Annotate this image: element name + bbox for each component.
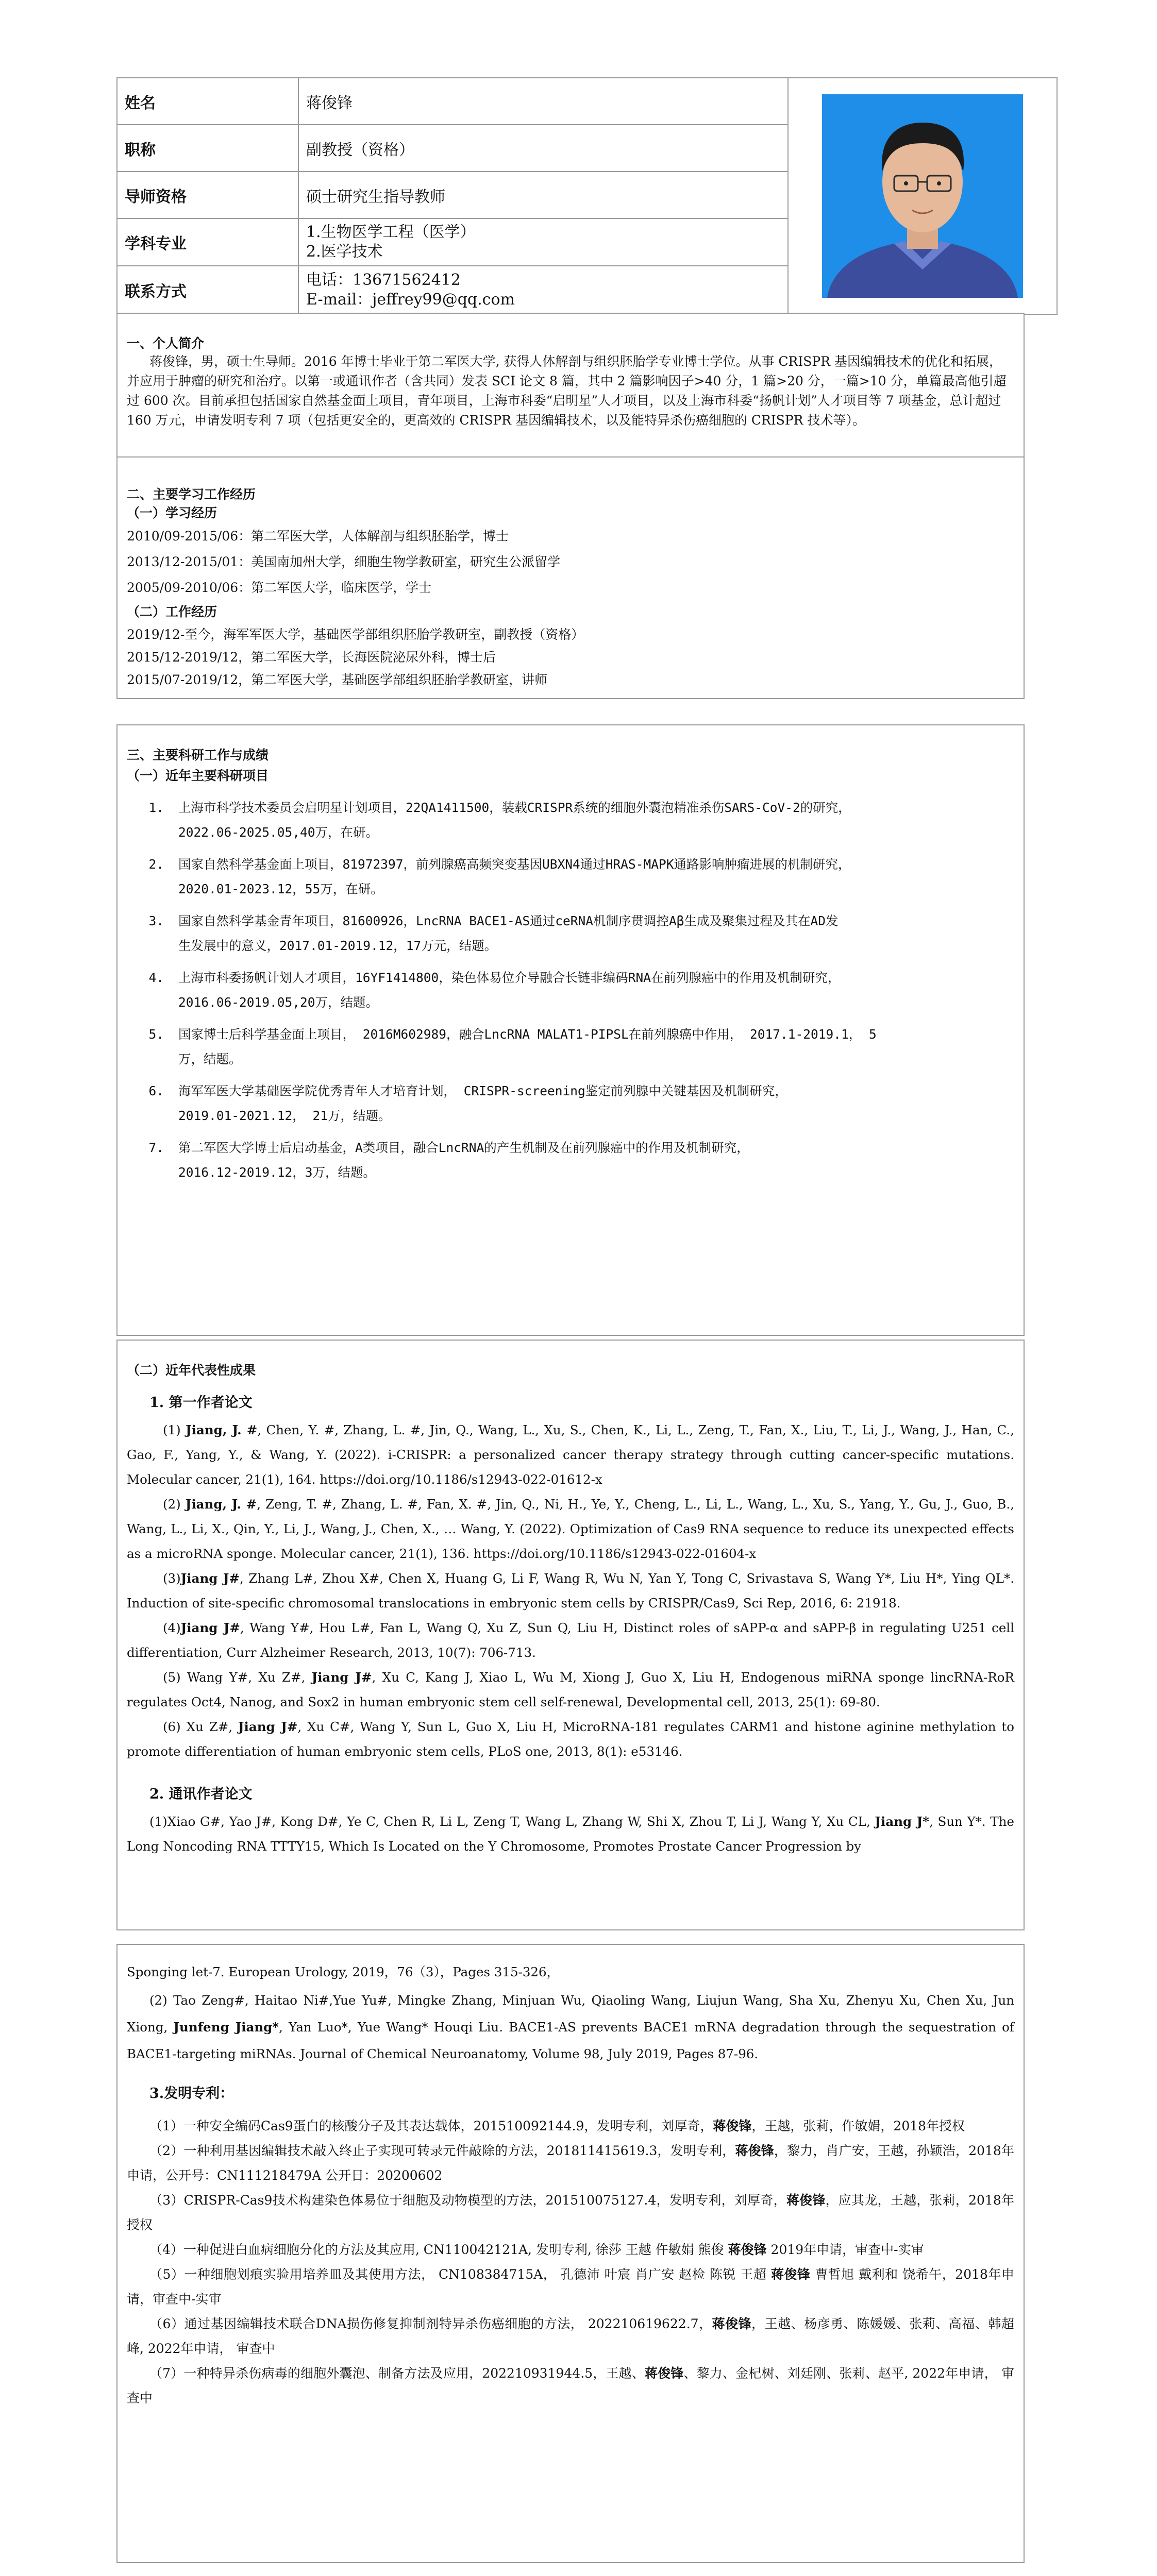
paper-self-author: Jiang, J. # bbox=[185, 1497, 257, 1512]
patent-text: 、黎力、金杞树、刘廷刚、张莉、赵平, 2022年申请， 审查中 bbox=[127, 2366, 1014, 2405]
paper-prefix: (1)Xiao G#, Yao J#, Kong D#, Ye C, Chen R, Li L, Zeng T, Wang L, Zhang W, Shi X, Zhou T, Li J, Wang Y, Xu CL, bbox=[149, 1814, 875, 1829]
patent-item bbox=[127, 2139, 1014, 2188]
project-number: 5. bbox=[148, 1027, 164, 1042]
project-line: 上海市科学技术委员会启明星计划项目，22QA1411500，装载CRISPR系统的细胞外囊泡精准杀伤SARS-CoV-2的研究， bbox=[178, 800, 851, 815]
patent-item bbox=[127, 2312, 1014, 2361]
patent-self-inventor: 蒋俊锋 bbox=[713, 2119, 752, 2133]
project-line: 上海市科委扬帆计划人才项目，16YF1414800，染色体易位介导融合长链非编码RNA在前列腺癌中的作用及机制研究， bbox=[178, 970, 841, 985]
project-line: 生发展中的意义，2017.01-2019.12，17万元，结题。 bbox=[178, 938, 497, 953]
project-line: 第二军医大学博士后启动基金，A类项目，融合LncRNA的产生机制及在前列腺癌中的作用及机制研究， bbox=[178, 1140, 749, 1155]
projects-list bbox=[127, 795, 1014, 1185]
patent-text: （1）一种安全编码Cas9蛋白的核酸分子及其表达载体，201510092144.9，发明专利，刘厚奇， bbox=[149, 2119, 713, 2133]
patent-text: ，王越，张莉，仵敏娟，2018年授权 bbox=[751, 2119, 965, 2133]
patents-heading: 3.发明专利： bbox=[149, 2086, 234, 2102]
contact-value bbox=[298, 266, 788, 314]
corresponding-heading: 2. 通讯作者论文 bbox=[149, 1786, 253, 1802]
project-number: 7. bbox=[148, 1140, 164, 1155]
patent-text: （5）一种细胞划痕实验用培养皿及其使用方法， CN108384715A， 孔德沛 叶宸 肖广安 赵检 陈锐 王超 bbox=[149, 2267, 771, 2282]
patents-list bbox=[127, 2114, 1014, 2411]
project-number: 2. bbox=[148, 857, 164, 872]
patent-text: （6）通过基因编辑技术联合DNA损伤修复抑制剂特异杀伤癌细胞的方法， 202210619622.7， bbox=[149, 2316, 712, 2331]
achievements-continued-section bbox=[116, 1944, 1025, 2563]
experience-section bbox=[116, 456, 1025, 699]
project-line: 2022.06-2025.05,40万，在研。 bbox=[178, 825, 379, 840]
title-label: 职称 bbox=[117, 125, 298, 172]
project-line: 2020.01-2023.12，55万，在研。 bbox=[178, 882, 383, 896]
profile-table bbox=[116, 77, 1058, 315]
research-heading: 三、主要科研工作与成绩 bbox=[127, 748, 269, 762]
patent-text: （4）一种促进白血病细胞分化的方法及其应用, CN110042121A, 发明专利, 徐莎 王越 仵敏娟 熊俊 bbox=[149, 2242, 728, 2257]
patent-self-inventor: 蒋俊锋 bbox=[728, 2242, 767, 2257]
first-author-paper bbox=[127, 1418, 1014, 1492]
patent-item bbox=[127, 2361, 1014, 2411]
project-item bbox=[127, 909, 1014, 958]
corresponding-paper-continued: Sponging let-7. European Urology, 2019，76（3），Pages 315-326， bbox=[127, 1964, 560, 1979]
patent-text: （2）一种利用基因编辑技术敲入终止子实现可转录元件敲除的方法，201811415619.3，发明专利， bbox=[149, 2143, 735, 2158]
experience-heading: 二、主要学习工作经历 bbox=[127, 487, 256, 502]
project-line: 万，结题。 bbox=[178, 1052, 242, 1066]
project-item bbox=[127, 795, 1014, 845]
projects-section bbox=[116, 724, 1025, 1336]
profile-photo bbox=[822, 94, 1023, 298]
name-value: 蒋俊锋 bbox=[298, 78, 788, 125]
project-item bbox=[127, 965, 1014, 1015]
title-value: 副教授（资格） bbox=[298, 125, 788, 172]
project-item bbox=[127, 852, 1014, 902]
contact-label: 联系方式 bbox=[117, 266, 298, 314]
paper-self-author: Junfeng Jiang* bbox=[173, 2020, 279, 2035]
achievements-heading: （二）近年代表性成果 bbox=[127, 1363, 256, 1378]
intro-section bbox=[116, 313, 1025, 457]
project-number: 3. bbox=[148, 913, 164, 928]
study-item: 2010/09-2015/06：第二军医大学，人体解剖与组织胚胎学，博士 bbox=[127, 529, 509, 544]
paper-self-author: Jiang J# bbox=[180, 1620, 240, 1635]
project-item bbox=[127, 1079, 1014, 1128]
corresponding-paper bbox=[127, 1809, 1014, 1859]
paper-citation: , Zhang L#, Zhou X#, Chen X, Huang G, Li F, Wang R, Wu N, Yan Y, Tong C, Srivastava S, Wang Y*, Liu H*, Ying QL*. Induction of site-specific chromosomal translocations in embryonic stem cells by CRISPR/Cas9, Sci Rep, 2016, 6: 21918. bbox=[127, 1571, 1015, 1611]
project-item bbox=[127, 1022, 1014, 1072]
patent-text: 2019年申请，审查中-实审 bbox=[766, 2242, 924, 2257]
project-number: 6. bbox=[148, 1083, 164, 1098]
project-line: 国家自然科学基金面上项目，81972397，前列腺癌高频突变基因UBXN4通过HRAS-MAPK通路影响肿瘤进展的机制研究， bbox=[178, 857, 851, 872]
project-number: 1. bbox=[148, 800, 164, 815]
patent-text: ，王越、杨彦勇、陈媛媛、张莉、高福、韩超峰, 2022年申请， 审查中 bbox=[127, 2316, 1014, 2356]
patent-item bbox=[127, 2238, 1014, 2262]
work-item: 2019/12-至今，海军军医大学，基础医学部组织胚胎学教研室，副教授（资格） bbox=[127, 627, 584, 642]
study-item: 2005/09-2010/06：第二军医大学，临床医学，学士 bbox=[127, 580, 432, 595]
paper-self-author: Jiang J# bbox=[238, 1719, 298, 1734]
photo-cell bbox=[788, 78, 1057, 314]
paper-citation: , Yan Luo*, Yue Wang* Houqi Liu. BACE1-AS prevents BACE1 mRNA degradation through the sequestration of BACE1-targeting miRNAs. Journal of Chemical Neuroanatomy, Volume 98, July 2019, Pages 87-96. bbox=[127, 2020, 1014, 2061]
project-line: 国家博士后科学基金面上项目， 2016M602989，融合LncRNA MALAT1-PIPSL在前列腺癌中作用， 2017.1-2019.1， 5 bbox=[178, 1027, 877, 1042]
corresponding-paper bbox=[127, 1987, 1014, 2067]
patent-text: ，黎力，肖广安，王越，孙颖浩，2018年申请，公开号：CN111218479A 公开日：20200602 bbox=[127, 2143, 1014, 2183]
intro-text: 蒋俊锋，男，硕士生导师。2016 年博士毕业于第二军医大学, 获得人体解剖与组织胚胎学专业博士学位。从事 CRISPR 基因编辑技术的优化和拓展，并应用于肿瘤的研究和治疗。以第一或通讯作者（含共同）发表 SCI 论文 8 篇，其中 2 篇影响因子>40 分，1 篇>20 分，一篇>10 分，单篇最高他引超过 600 次。目前承担包括国家自然基金面上项目，青年项目，上海市科委“启明星”人才项目，以及上海市科委“扬帆计划”人才项目等 7 项基金，总计超过 160 万元，申请发明专利 7 项（包括更安全的，更高效的 CRISPR 基因编辑技术，以及能特异杀伤癌细胞的 CRISPR 技术等）。 bbox=[127, 354, 1007, 428]
major-value bbox=[298, 218, 788, 266]
patent-self-inventor: 蒋俊锋 bbox=[735, 2143, 774, 2158]
first-author-paper bbox=[127, 1665, 1014, 1715]
project-line: 2016.12-2019.12，3万，结题。 bbox=[178, 1165, 376, 1180]
paper-prefix: (1) bbox=[163, 1422, 186, 1437]
achievements-section bbox=[116, 1340, 1025, 1930]
work-heading: （二）工作经历 bbox=[127, 604, 217, 619]
project-line: 2016.06-2019.05,20万，结题。 bbox=[178, 995, 379, 1010]
patent-item bbox=[127, 2188, 1014, 2238]
name-label: 姓名 bbox=[117, 78, 298, 125]
paper-self-author: Jiang J* bbox=[875, 1814, 929, 1829]
work-item: 2015/07-2019/12，第二军医大学，基础医学部组织胚胎学教研室，讲师 bbox=[127, 672, 548, 687]
project-line: 国家自然科学基金青年项目，81600926，LncRNA BACE1-AS通过ceRNA机制序贯调控Aβ生成及聚集过程及其在AD发 bbox=[178, 913, 839, 928]
email[interactable]: E-mail：jeffrey99@qq.com bbox=[306, 291, 515, 309]
first-author-paper bbox=[127, 1715, 1014, 1764]
paper-prefix: (6) Xu Z#, bbox=[163, 1719, 238, 1734]
patent-self-inventor: 蒋俊锋 bbox=[644, 2366, 684, 2381]
patent-item bbox=[127, 2114, 1014, 2139]
projects-heading: （一）近年主要科研项目 bbox=[127, 768, 269, 783]
project-line: 2019.01-2021.12， 21万，结题。 bbox=[178, 1108, 391, 1123]
intro-heading: 一、个人简介 bbox=[127, 336, 205, 351]
work-item: 2015/12-2019/12，第二军医大学，长海医院泌尿外科，博士后 bbox=[127, 650, 496, 665]
patent-self-inventor: 蒋俊锋 bbox=[712, 2316, 752, 2331]
paper-self-author: Jiang J# bbox=[311, 1670, 372, 1685]
paper-citation: , Xu C, Kang J, Xiao L, Wu M, Xiong J, Guo X, Liu H, Endogenous miRNA sponge lincRNA-RoR regulates Oct4, Nanog, and Sox2 in human embryonic stem cell self-renewal, Developmental cell, 2013, 25(1): 69-80. bbox=[127, 1670, 1014, 1709]
paper-self-author: Jiang J# bbox=[180, 1571, 240, 1586]
paper-citation: , Wang Y#, Hou L#, Fan L, Wang Q, Xu Z, Sun Q, Liu H, Distinct roles of sAPP-α and sAPP-β in regulating U251 cell differentiation, Curr Alzheimer Research, 2013, 10(7): 706-713. bbox=[127, 1620, 1015, 1660]
project-line: 海军军医大学基础医学院优秀青年人才培育计划， CRISPR-screening鉴定前列腺中关键基因及机制研究， bbox=[178, 1083, 787, 1098]
first-author-heading: 1. 第一作者论文 bbox=[149, 1395, 253, 1411]
paper-prefix: (3) bbox=[163, 1571, 181, 1586]
major-1: 1.生物医学工程（医学） bbox=[306, 223, 476, 241]
phone: 电话：13671562412 bbox=[306, 271, 461, 289]
project-item bbox=[127, 1136, 1014, 1185]
patent-text: （7）一种特异杀伤病毒的细胞外囊泡、制备方法及应用，202210931944.5，王越、 bbox=[149, 2366, 645, 2381]
first-author-paper bbox=[127, 1566, 1014, 1616]
major-2: 2.医学技术 bbox=[306, 243, 383, 261]
paper-self-author: Jiang, J. # bbox=[186, 1422, 258, 1437]
study-heading: （一）学习经历 bbox=[127, 505, 217, 520]
patent-self-inventor: 蒋俊锋 bbox=[771, 2267, 811, 2282]
paper-prefix: (2) bbox=[163, 1497, 186, 1512]
patent-item bbox=[127, 2262, 1014, 2312]
paper-citation: , Sun Y*. The Long Noncoding RNA TTTY15, Which Is Located on the Y Chromosome, Promotes Prostate Cancer Progression by bbox=[127, 1814, 1015, 1854]
patent-text: （3）CRISPR-Cas9技术构建染色体易位于细胞及动物模型的方法，201510075127.4，发明专利，刘厚奇， bbox=[149, 2193, 786, 2208]
supervisor-label: 导师资格 bbox=[117, 172, 298, 218]
paper-citation: , Xu C#, Wang Y, Sun L, Guo X, Liu H, MicroRNA-181 regulates CARM1 and histone aginine methylation to promote differentiation of human embryonic stem cells, PLoS one, 2013, 8(1): e53146. bbox=[127, 1719, 1014, 1759]
paper-citation: , Chen, Y. #, Zhang, L. #, Jin, Q., Wang, L., Xu, S., Chen, K., Li, L., Zeng, T., Fan, X., Liu, T., Li, J., Wang, J., Han, C., Gao, F., Yang, Y., & Wang, Y. (2022). i-CRISPR: a personalized cancer therapy strategy through cutting cancer-specific mutations. Molecular cancer, 21(1), 164. https://doi.org/10.1186/s12943-022-01612-x bbox=[127, 1422, 1014, 1487]
supervisor-value: 硕士研究生指导教师 bbox=[298, 172, 788, 218]
paper-prefix: (2) Tao Zeng#, Haitao Ni#,Yue Yu#, Mingke Zhang, Minjuan Wu, Qiaoling Wang, Liujun Wang, Sha Xu, Zhenyu Xu, Chen Xu, Jun Xiong, bbox=[127, 1993, 1014, 2035]
paper-prefix: (5) Wang Y#, Xu Z#, bbox=[163, 1670, 312, 1685]
patent-text: 曹哲旭 戴利和 饶希午，2018年申请，审查中-实审 bbox=[127, 2267, 1014, 2307]
patent-text: ，应其龙，王越，张莉，2018年授权 bbox=[127, 2193, 1014, 2232]
study-item: 2013/12-2015/01：美国南加州大学，细胞生物学教研室，研究生公派留学 bbox=[127, 554, 561, 569]
patent-self-inventor: 蒋俊锋 bbox=[786, 2193, 826, 2208]
first-author-paper bbox=[127, 1492, 1014, 1566]
major-label: 学科专业 bbox=[117, 218, 298, 266]
project-number: 4. bbox=[148, 970, 164, 985]
paper-prefix: (4) bbox=[163, 1620, 181, 1635]
paper-citation: , Zeng, T. #, Zhang, L. #, Fan, X. #, Jin, Q., Ni, H., Ye, Y., Cheng, L., Li, L., Wang, L., Xu, S., Yang, Y., Gu, J., Guo, B., Wang, L., Li, X., Qin, Y., Li, J., Wang, J., Chen, X., … Wang, Y. (2022). Optimization of Cas9 RNA sequence to reduce its unexpected effects as a microRNA sponge. Molecular cancer, 21(1), 136. https://doi.org/10.1186/s12943-022-01604-x bbox=[127, 1497, 1014, 1561]
first-author-paper bbox=[127, 1616, 1014, 1665]
